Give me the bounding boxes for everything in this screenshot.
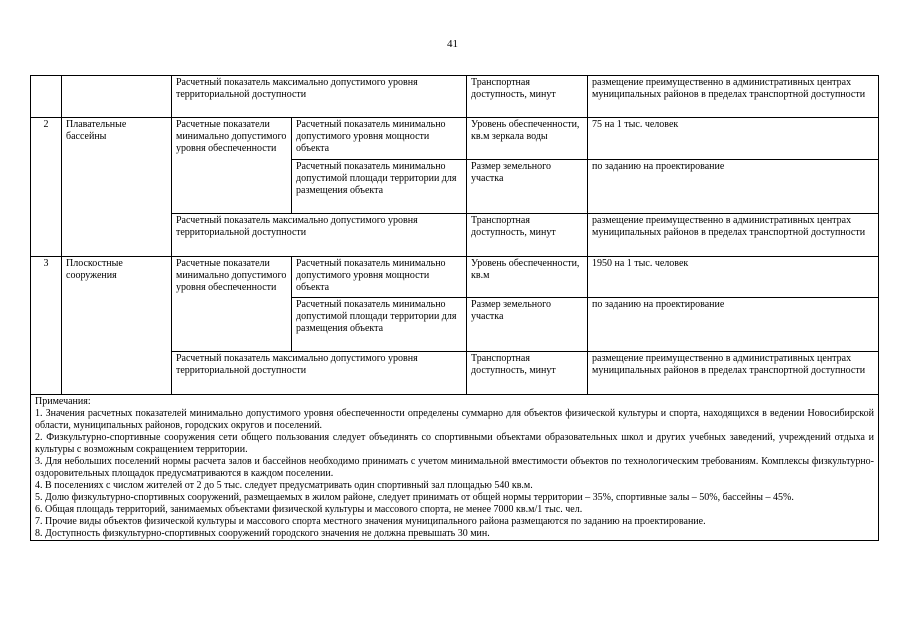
num-cell — [31, 76, 62, 118]
notes-title: Примечания: — [35, 396, 91, 407]
value-cell: по заданию на проектирование — [588, 298, 879, 352]
note-item: 4. В поселениях с числом жителей от 2 до 5 тыс. следует предусматривать один спортивный зал площадью 540 кв.м. — [35, 480, 533, 491]
indicator-group: Расчетные показатели минимально допустимого уровня обеспеченности — [172, 118, 292, 214]
table-row — [31, 76, 879, 118]
note-item: 7. Прочие виды объектов физической культуры и массового спорта местного значения муниципального района размещаются по заданию на проектирование. — [35, 516, 706, 527]
indicator-group: Расчетные показатели минимально допустимого уровня обеспеченности — [172, 257, 292, 352]
indicator-cell: Расчетный показатель минимально допустимого уровня мощности объекта — [292, 118, 467, 160]
value-cell: по заданию на проектирование — [588, 160, 879, 214]
value-cell: размещение преимущественно в административных центрах муниципальных районов в пределах транспортной доступности — [588, 76, 879, 118]
unit-cell: Транспортная доступность, минут — [467, 214, 588, 257]
indicator-cell: Расчетный показатель максимально допустимого уровня территориальной доступности — [172, 352, 467, 395]
value-cell: размещение преимущественно в административных центрах муниципальных районов в пределах транспортной доступности — [588, 214, 879, 257]
facility-name: Плоскостные сооружения — [62, 257, 172, 395]
value-cell: размещение преимущественно в административных центрах муниципальных районов в пределах транспортной доступности — [588, 352, 879, 395]
table-row — [31, 118, 879, 160]
notes-section — [31, 395, 879, 541]
name-cell — [62, 76, 172, 118]
table-row — [31, 257, 879, 298]
unit-cell: Уровень обеспеченности, кв.м — [467, 257, 588, 298]
row-number: 2 — [31, 118, 62, 257]
unit-cell: Уровень обеспеченности, кв.м зеркала воды — [467, 118, 588, 160]
note-item: 5. Долю физкультурно-спортивных сооружений, размещаемых в жилом районе, следует принимать от общей нормы территории – 35%, спортивные залы – 50%, бассейны – 45%. — [35, 492, 794, 503]
facility-name: Плавательные бассейны — [62, 118, 172, 257]
indicator-cell: Расчетный показатель максимально допустимого уровня территориальной доступности — [172, 214, 467, 257]
note-item: 1. Значения расчетных показателей минимально допустимого уровня обеспеченности определены суммарно для объектов физической культуры и спорта, находящихся в ведении Новосибирской области, муниципальных районов, городских округов и поселений. — [35, 408, 875, 431]
value-cell: 1950 на 1 тыс. человек — [588, 257, 879, 298]
unit-cell: Размер земельного участка — [467, 160, 588, 214]
page-number: 41 — [447, 38, 458, 50]
note-item: 3. Для небольших поселений нормы расчета залов и бассейнов необходимо принимать с учетом минимальной вместимости объектов по технологическим требованиям. Комплексы физкультурно-оздоровительных площадок предусматриваются в каждом поселении. — [35, 456, 875, 479]
indicator-cell: Расчетный показатель максимально допустимого уровня территориальной доступности — [172, 76, 467, 118]
unit-cell: Транспортная доступность, минут — [467, 352, 588, 395]
indicator-cell: Расчетный показатель минимально допустимой площади территории для размещения объекта — [292, 298, 467, 352]
indicator-cell: Расчетный показатель минимально допустимого уровня мощности объекта — [292, 257, 467, 298]
norms-table — [30, 75, 879, 541]
notes-row — [31, 395, 879, 541]
unit-cell: Размер земельного участка — [467, 298, 588, 352]
note-item: 2. Физкультурно-спортивные сооружения сети общего пользования следует объединять со спортивными объектами образовательных школ и других учебных заведений, учреждений отдыха и культуры с возможным сокращением территории. — [35, 432, 875, 455]
note-item: 6. Общая площадь территорий, занимаемых объектами физической культуры и массового спорта, не менее 7000 кв.м/1 тыс. чел. — [35, 504, 583, 515]
value-cell: 75 на 1 тыс. человек — [588, 118, 879, 160]
row-number: 3 — [31, 257, 62, 395]
indicator-cell: Расчетный показатель минимально допустимой площади территории для размещения объекта — [292, 160, 467, 214]
note-item: 8. Доступность физкультурно-спортивных сооружений городского значения не должна превышать 30 мин. — [35, 528, 490, 539]
unit-cell: Транспортная доступность, минут — [467, 76, 588, 118]
